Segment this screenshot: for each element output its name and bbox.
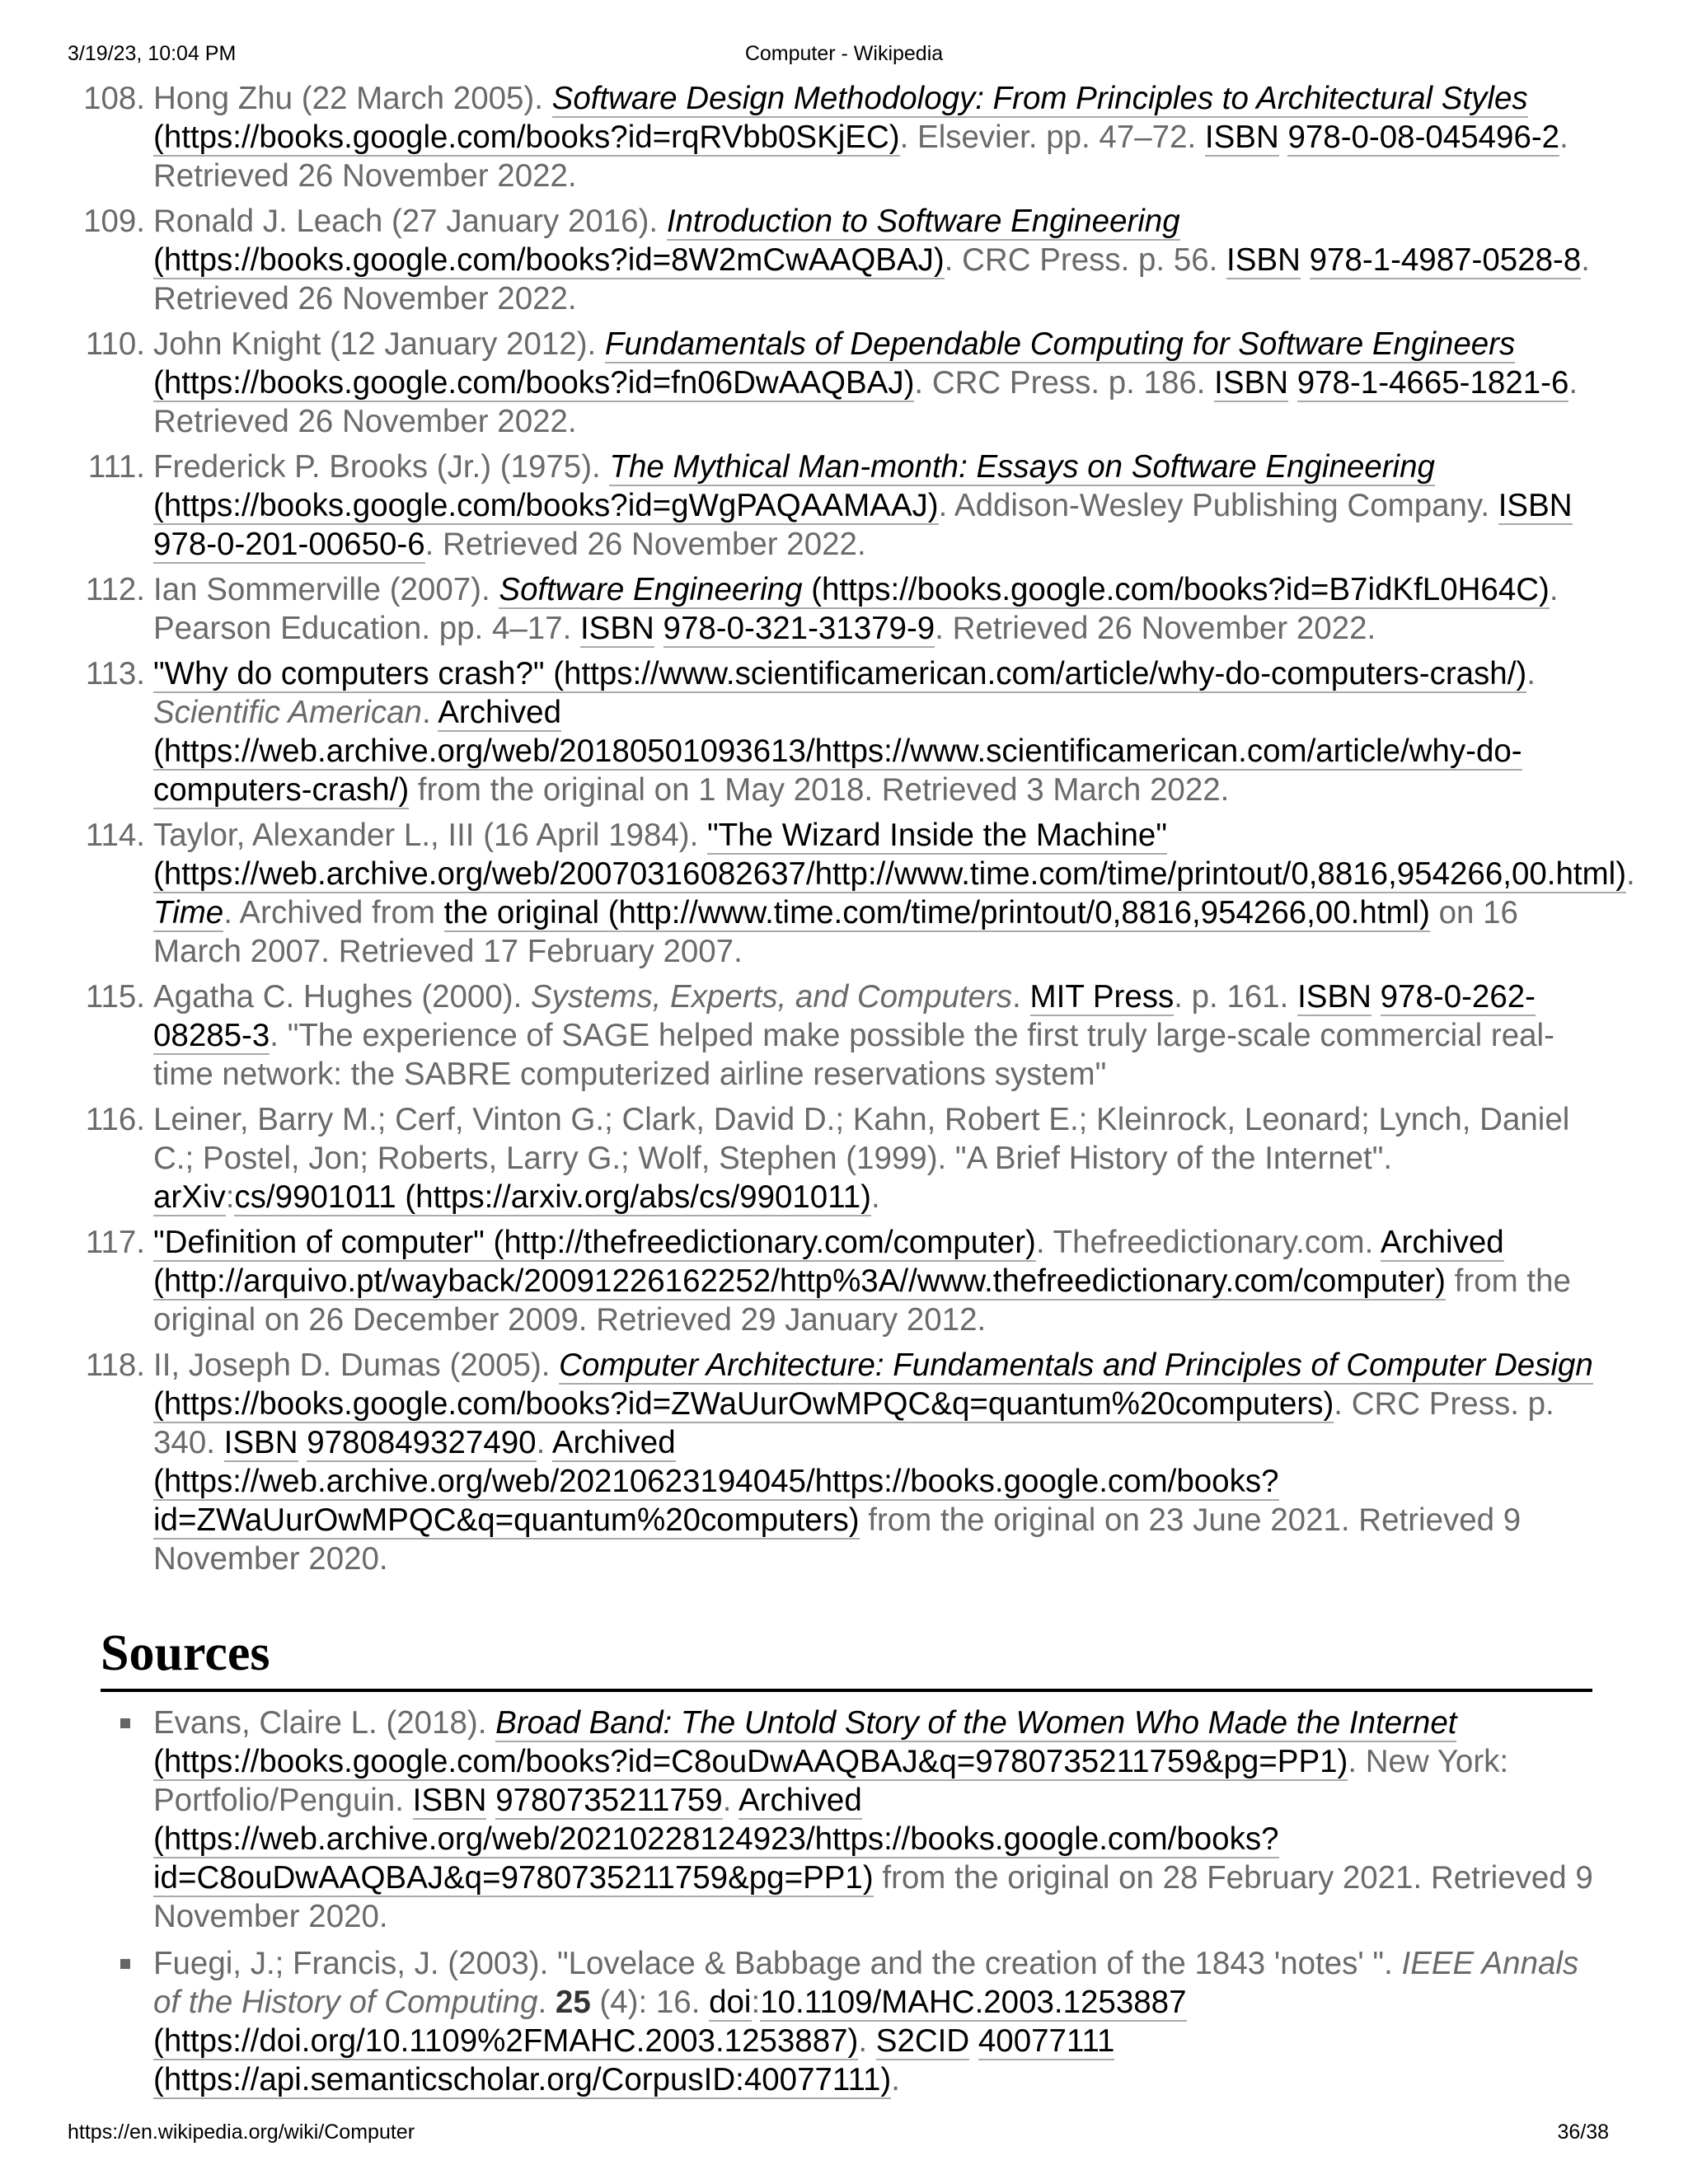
citation-link[interactable]: Archived (http://arquivo.pt/wayback/20091226162252/http%3A//www.thefreedictionary.com/computer) <box>153 1225 1504 1299</box>
citation-link[interactable]: 9780849327490 <box>307 1425 537 1460</box>
citation-link[interactable]: ISBN <box>579 611 654 646</box>
citation-link[interactable]: 978-0-262-08285-3 <box>153 979 1536 1053</box>
square-bullet-icon <box>120 1959 130 1969</box>
citation-text: on 16 March 2007. Retrieved 17 February 2007. <box>153 895 1518 969</box>
source-item <box>153 1704 1597 1936</box>
reference-item <box>85 1223 1597 1339</box>
citation-text: Frederick P. Brooks (Jr.) (1975). <box>153 449 610 485</box>
citation-link[interactable]: 978-0-08-045496-2 <box>1287 120 1560 155</box>
citation-link[interactable]: ISBN <box>412 1783 487 1818</box>
reference-number: 117. <box>85 1225 145 1260</box>
citation-link[interactable]: (https://books.google.com/books?id=gWgPAQAAMAAJ) <box>153 488 939 523</box>
citation-text <box>1279 120 1288 155</box>
citation-link[interactable]: ISBN <box>1204 120 1279 155</box>
reference-item <box>85 1100 1597 1216</box>
citation-text: IEEE Annals of the History of Computing <box>153 1946 1579 2020</box>
print-page-number: 36/38 <box>1557 2121 1609 2144</box>
citation-link[interactable]: doi <box>709 1985 752 2020</box>
citation-text: . <box>1526 656 1536 691</box>
citation-link[interactable]: ISBN <box>1498 488 1573 523</box>
citation-text: . Pearson Education. pp. 4–17. <box>153 572 1559 646</box>
citation-text: . Archived from <box>223 895 444 930</box>
citation-text: . <box>858 2023 876 2059</box>
sources-list <box>0 1704 1597 2099</box>
citation-link[interactable]: ISBN <box>1297 979 1372 1015</box>
citation-link[interactable]: ISBN <box>223 1425 298 1460</box>
citation-link[interactable]: Fundamentals of Dependable Computing for Software Engineers <box>604 326 1516 362</box>
citation-text: . Retrieved 26 November 2022. <box>424 527 866 562</box>
citation-text: Evans, Claire L. (2018). <box>153 1705 496 1741</box>
citation-text: . <box>537 1985 556 2020</box>
citation-link[interactable]: ISBN <box>1214 365 1289 401</box>
reference-number: 111. <box>87 449 145 485</box>
citation-text: . <box>871 1179 880 1215</box>
reference-item <box>83 79 1597 195</box>
citation-link[interactable]: "Why do computers crash?" (https://www.scientificamerican.com/article/why-do-computers-crash/) <box>153 656 1527 691</box>
reference-item <box>87 448 1597 564</box>
citation-text: Ian Sommerville (2007). <box>153 572 499 607</box>
citation-link[interactable]: Archived (https://web.archive.org/web/20180501093613/https://www.scientificamerican.com/article/why-do-computers-crash/) <box>153 695 1522 808</box>
reference-number: 116. <box>85 1102 145 1137</box>
citation-text: . <box>891 2062 900 2097</box>
citation-link[interactable]: (https://books.google.com/books?id=8W2mCwAAQBAJ) <box>153 242 945 278</box>
citation-link[interactable]: 978-1-4987-0528-8 <box>1309 242 1582 278</box>
citation-text: . <box>1626 856 1635 892</box>
citation-text: Systems, Experts, and Computers <box>531 979 1013 1015</box>
reference-number: 110. <box>85 326 145 362</box>
citation-text: : <box>751 1985 761 2020</box>
citation-link[interactable]: (https://books.google.com/books?id=B7idKfL0H64C) <box>802 572 1550 607</box>
citation-link[interactable]: 978-0-321-31379-9 <box>663 611 935 646</box>
citation-link[interactable]: (https://books.google.com/books?id=fn06DwAAQBAJ) <box>153 365 915 401</box>
reference-number: 108. <box>83 81 145 116</box>
reference-number: 118. <box>85 1347 145 1383</box>
citation-link[interactable]: arXiv <box>153 1179 226 1215</box>
citation-text: . Retrieved 26 November 2022. <box>153 365 1578 439</box>
citation-text: . Thefreedictionary.com. <box>1035 1225 1381 1260</box>
citation-text <box>1301 242 1310 278</box>
citation-text: Hong Zhu (22 March 2005). <box>153 81 552 116</box>
reference-item <box>85 816 1635 971</box>
citation-text: John Knight (12 January 2012). <box>153 326 605 362</box>
reference-item <box>85 1346 1597 1578</box>
citation-link[interactable]: (https://books.google.com/books?id=ZWaUurOwMPQC&q=quantum%20computers) <box>153 1386 1334 1422</box>
citation-text <box>654 611 663 646</box>
citation-link[interactable]: Broad Band: The Untold Story of the Women Who Made the Internet <box>495 1705 1457 1741</box>
citation-text: Fuegi, J.; Francis, J. (2003). "Lovelace & Babbage and the creation of the 1843 'notes' ". <box>153 1946 1402 1981</box>
citation-link[interactable]: MIT Press <box>1029 979 1175 1015</box>
citation-link[interactable]: Software Design Methodology: From Principles to Architectural Styles <box>551 81 1528 116</box>
reference-number: 114. <box>85 818 145 853</box>
citation-text: Ronald J. Leach (27 January 2016). <box>153 204 667 239</box>
citation-text <box>298 1425 307 1460</box>
citation-link[interactable]: Archived (https://web.archive.org/web/20210228124923/https://books.google.com/books?id=C8ouDwAAQBAJ&q=9780735211759&pg=PP1) <box>153 1783 1279 1896</box>
print-page-title: Computer - Wikipedia <box>744 42 944 65</box>
citation-link[interactable]: 10.1109/MAHC.2003.1253887 (https://doi.org/10.1109%2FMAHC.2003.1253887) <box>153 1985 1187 2059</box>
citation-text: . <box>421 695 438 730</box>
citation-text: . <box>1012 979 1030 1015</box>
citation-link[interactable]: cs/9901011 (https://arxiv.org/abs/cs/9901011) <box>234 1179 871 1215</box>
citation-text: . CRC Press. p. 56. <box>944 242 1227 278</box>
citation-text: Scientific American <box>153 695 422 730</box>
citation-text: . Retrieved 26 November 2022. <box>153 120 1568 194</box>
citation-text: Agatha C. Hughes (2000). <box>153 979 531 1015</box>
citation-link[interactable]: the original (http://www.time.com/time/printout/0,8816,954266,00.html) <box>443 895 1430 930</box>
print-datetime: 3/19/23, 10:04 PM <box>68 42 237 65</box>
citation-text: . Retrieved 26 November 2022. <box>935 611 1376 646</box>
reference-item <box>83 202 1597 318</box>
citation-link[interactable]: (https://books.google.com/books?id=rqRVbb0SKjEC) <box>153 120 900 155</box>
reference-number: 109. <box>83 204 145 239</box>
citation-text: from the original on 1 May 2018. Retrieved 3 March 2022. <box>409 772 1230 808</box>
citation-text: from the original on 23 June 2021. Retrieved 9 November 2020. <box>153 1502 1522 1577</box>
page-content <box>0 79 1688 2107</box>
citation-text: (4): 16. <box>590 1985 710 2020</box>
citation-link[interactable]: "Definition of computer" (http://thefreedictionary.com/computer) <box>153 1225 1036 1260</box>
citation-text <box>486 1783 495 1818</box>
citation-link[interactable]: The Mythical Man-month: Essays on Software Engineering <box>609 449 1435 485</box>
print-url: https://en.wikipedia.org/wiki/Computer <box>68 2121 415 2144</box>
citation-text: . p. 161. <box>1174 979 1298 1015</box>
citation-link[interactable]: 40077111 (https://api.semanticscholar.org/CorpusID:40077111) <box>153 2023 1115 2097</box>
citation-text: . Retrieved 26 November 2022. <box>153 242 1590 316</box>
citation-text: . CRC Press. p. 340. <box>153 1386 1554 1460</box>
citation-link[interactable]: (https://books.google.com/books?id=C8ouDwAAQBAJ&q=9780735211759&pg=PP1) <box>153 1744 1348 1779</box>
citation-text: Taylor, Alexander L., III (16 April 1984). <box>153 818 707 853</box>
citation-text: . "The experience of SAGE helped make possible the first truly large-scale commercial real-time network: the SABRE computerized airline reservations system" <box>153 1018 1554 1092</box>
reference-item <box>85 977 1597 1094</box>
citation-link[interactable]: 9780735211759 <box>495 1783 723 1818</box>
citation-link[interactable]: Computer Architecture: Fundamentals and Principles of Computer Design <box>559 1347 1593 1383</box>
citation-text <box>1372 979 1381 1015</box>
citation-link[interactable]: 978-1-4665-1821-6 <box>1296 365 1569 401</box>
citation-link[interactable]: Introduction to Software Engineering <box>666 204 1180 239</box>
citation-text: . <box>536 1425 552 1460</box>
citation-text: : <box>225 1179 235 1215</box>
citation-text: . Addison-Wesley Publishing Company. <box>938 488 1498 523</box>
citation-link[interactable]: Time <box>153 895 224 930</box>
reference-number: 115. <box>85 979 145 1015</box>
reference-item <box>85 570 1597 648</box>
reference-item <box>85 325 1597 441</box>
citation-link[interactable]: 978-0-201-00650-6 <box>153 527 425 562</box>
citation-text: . CRC Press. p. 186. <box>914 365 1215 401</box>
citation-text: . New York: Portfolio/Penguin. <box>153 1744 1509 1818</box>
reference-item <box>85 654 1597 809</box>
references-list <box>0 79 1635 1578</box>
source-item <box>153 1944 1597 2099</box>
citation-text: . <box>722 1783 738 1818</box>
square-bullet-icon <box>120 1718 130 1728</box>
citation-text: from the original on 26 December 2009. Retrieved 29 January 2012. <box>153 1263 1571 1338</box>
citation-text: from the original on 28 February 2021. Retrieved 9 November 2020. <box>153 1860 1593 1934</box>
reference-number: 113. <box>85 656 145 691</box>
citation-link[interactable]: ISBN <box>1226 242 1301 278</box>
citation-link[interactable]: "The Wizard Inside the Machine" (https://web.archive.org/web/20070316082637/http://www.time.com/time/printout/0,8816,954266,00.html) <box>153 818 1627 892</box>
citation-link[interactable]: Archived (https://web.archive.org/web/20210623194045/https://books.google.com/books?id=ZWaUurOwMPQC&q=quantum%20computers) <box>153 1425 1279 1538</box>
citation-link[interactable]: S2CID <box>875 2023 970 2059</box>
citation-text <box>1288 365 1297 401</box>
reference-number: 112. <box>85 572 145 607</box>
citation-text: Leiner, Barry M.; Cerf, Vinton G.; Clark, David D.; Kahn, Robert E.; Kleinrock, Leonard; Lynch, Daniel C.; Postel, Jon; Roberts, Larry G.; Wolf, Stephen (1999). "A Brief History of the Internet". <box>153 1102 1570 1176</box>
citation-text: II, Joseph D. Dumas (2005). <box>153 1347 560 1383</box>
citation-link[interactable]: Software Engineering <box>499 572 803 607</box>
citation-text <box>969 2023 978 2059</box>
citation-text: . Elsevier. pp. 47–72. <box>899 120 1205 155</box>
sources-heading: Sources <box>101 1624 1592 1692</box>
citation-text: 25 <box>555 1985 591 2020</box>
